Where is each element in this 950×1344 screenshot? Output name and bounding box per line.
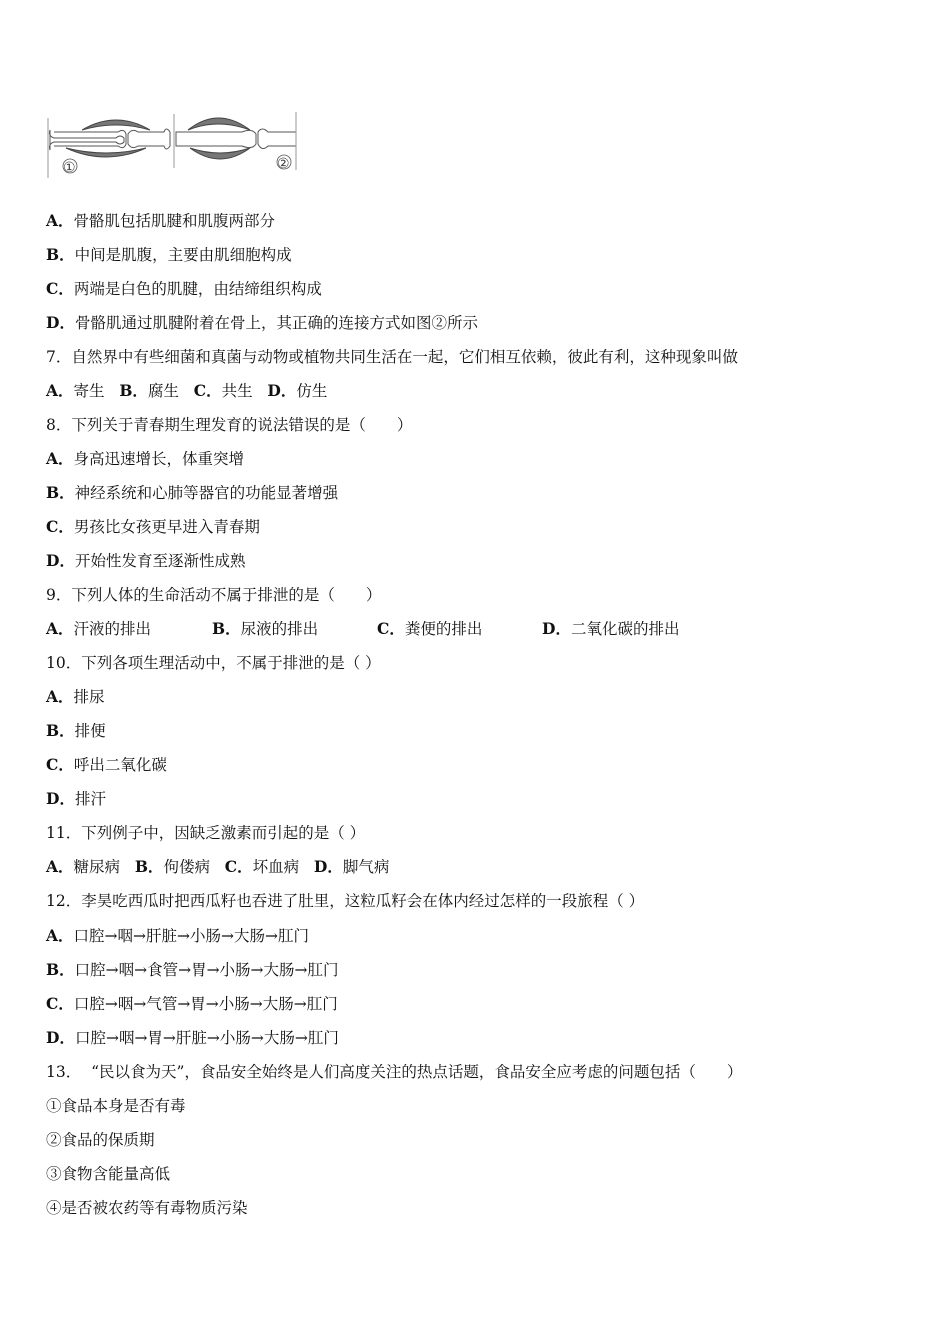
q8-stem: 8．下列关于青春期生理发育的说法错误的是（ ）: [46, 416, 413, 434]
q10-stem: 10．下列各项生理活动中，不属于排泄的是（ ）: [46, 654, 381, 672]
q12-option-a: A．口腔→咽→肝脏→小肠→大肠→肛门: [46, 926, 309, 945]
diagram-2: [174, 112, 296, 172]
q13-item-1: ①食品本身是否有毒: [46, 1097, 186, 1115]
q7-stem: 7．自然界中有些细菌和真菌与动物或植物共同生活在一起，它们相互依赖，彼此有利，这种现象叫做: [46, 348, 738, 366]
figure-label-1: ①: [63, 160, 76, 176]
q9-stem: 9．下列人体的生命活动不属于排泄的是（ ）: [46, 586, 382, 604]
q8-option-d: D．开始性发育至逐渐性成熟: [46, 551, 246, 570]
q6-option-d: D．骨骼肌通过肌腱附着在骨上，其正确的连接方式如图②所示: [46, 313, 478, 332]
q6-option-b: B．中间是肌腹，主要由肌细胞构成: [46, 245, 292, 264]
q6-option-c: C．两端是白色的肌腱，由结缔组织构成: [46, 279, 322, 298]
q13-item-3: ③食物含能量高低: [46, 1165, 171, 1183]
muscle-joint-figure: [46, 108, 298, 180]
q8-option-c: C．男孩比女孩更早进入青春期: [46, 517, 260, 536]
q9-options: A．汗液的排出 B．尿液的排出 C．粪便的排出 D．二氧化碳的排出: [46, 619, 680, 638]
q6-option-a: A．骨骼肌包括肌腱和肌腹两部分: [46, 211, 276, 230]
diagram-1: [48, 118, 170, 178]
q11-stem: 11．下列例子中，因缺乏激素而引起的是（ ）: [46, 824, 366, 842]
q13-item-4: ④是否被农药等有毒物质污染: [46, 1199, 248, 1217]
q10-option-c: C．呼出二氧化碳: [46, 755, 167, 774]
q12-option-d: D．口腔→咽→胃→肝脏→小肠→大肠→肛门: [46, 1028, 339, 1047]
q10-option-b: B．排便: [46, 721, 106, 740]
q12-option-b: B．口腔→咽→食管→胃→小肠→大肠→肛门: [46, 960, 339, 979]
q12-option-c: C．口腔→咽→气管→胃→小肠→大肠→肛门: [46, 994, 338, 1013]
q10-option-a: A．排尿: [46, 687, 105, 706]
q13-stem: 13． “民以食为天”，食品安全始终是人们高度关注的热点话题，食品安全应考虑的问题包括（ ）: [46, 1063, 743, 1081]
q8-option-a: A．身高迅速增长，体重突增: [46, 449, 245, 468]
q7-options: A．寄生 B．腐生 C．共生 D．仿生: [46, 381, 328, 400]
figure-label-2: ②: [277, 156, 290, 172]
q11-options: A．糖尿病 B．佝偻病 C．坏血病 D．脚气病: [46, 857, 390, 876]
q8-option-b: B．神经系统和心肺等器官的功能显著增强: [46, 483, 339, 502]
q12-stem: 12．李昊吃西瓜时把西瓜籽也吞进了肚里，这粒瓜籽会在体内经过怎样的一段旅程（ ）: [46, 892, 645, 910]
q10-option-d: D．排汗: [46, 789, 106, 808]
q13-item-2: ②食品的保质期: [46, 1131, 155, 1149]
